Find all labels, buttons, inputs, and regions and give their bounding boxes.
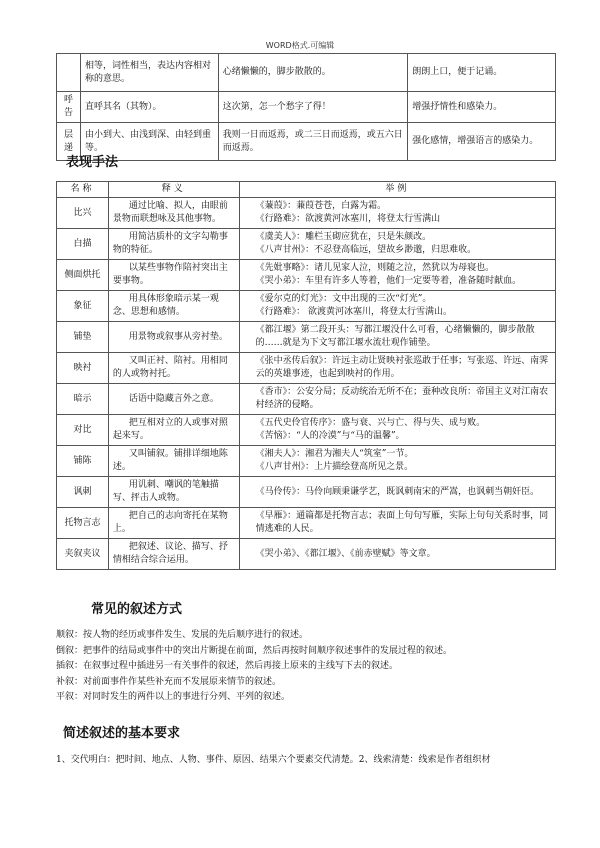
table-row [57, 384, 556, 415]
techniques-table-body [57, 198, 556, 570]
rhetoric-name [57, 54, 81, 92]
technique-meaning: 把叙述、议论、描写、抒情相结合综合运用。 [108, 539, 239, 570]
example-line: 《马伶传》：马伶向顾秉谦学艺，既讽刺南宋的严嵩，也讽刺当朝奸臣。 [255, 486, 540, 497]
table-row [57, 260, 556, 291]
technique-name: 对比 [57, 415, 109, 446]
technique-name: 夹叙夹议 [57, 539, 109, 570]
example-line: 《早雁》：通篇都是托物言志；表面上句句写雁，实际上句句关系时事，同情逃难的人民。 [255, 511, 549, 534]
technique-examples [239, 260, 555, 291]
rhetoric-effect: 强化感情，增强语言的感染力。 [408, 123, 556, 161]
rhetoric-effect: 朗朗上口，便于记诵。 [408, 54, 556, 92]
section-title-narration-requirements: 简述叙述的基本要求 [63, 726, 181, 741]
example-line: 《八声甘州》：上片描绘登高所见之景。 [255, 462, 414, 472]
example-line: 《都江堰》第二段开头：写都江堰没什么可看，心绪懒懒的，脚步散散的……就是为下文写都江堰水流壮观作铺垫。 [255, 325, 535, 348]
technique-name: 侧面烘托 [57, 260, 109, 291]
technique-meaning: 把自己的志向寄托在某物上。 [108, 508, 239, 539]
example-line: 《湘夫人》：湘君为湘夫人“筑室”一节。 [255, 449, 414, 459]
table-row [57, 229, 556, 260]
rhetoric-effect: 增强抒情性和感染力。 [408, 92, 556, 123]
table-row [57, 353, 556, 384]
header-meaning: 释义 [108, 182, 239, 198]
rhetoric-example: 心绪懒懒的，脚步散散的。 [218, 54, 408, 92]
table-row [57, 477, 556, 508]
technique-name: 铺垫 [57, 322, 109, 353]
narration-method-item: 补叙：对前面事件作某些补充而不发展原来情节的叙述。 [56, 676, 282, 687]
technique-examples [239, 353, 555, 384]
technique-examples [239, 198, 555, 229]
example-line: 《八声甘州》：不忍登高临远，望故乡渺邈，归思难收。 [255, 245, 477, 255]
example-line: 《张中丞传后叙》：许远主动让贤映衬张巡敢于任事；写张巡、许远、南霁云的英雄事迹，也起到映衬的作用。 [255, 356, 549, 379]
technique-examples [239, 229, 555, 260]
technique-examples [239, 477, 555, 508]
example-line: 《哭小弟》、《都江堰》、《前赤壁赋》等文章。 [255, 548, 436, 559]
table-row [57, 92, 556, 123]
technique-name: 讽刺 [57, 477, 109, 508]
example-line: 《哭小弟》：车里有许多人等着，他们一定要等着，准备随时献血。 [255, 276, 522, 286]
narration-method-item: 顺叙：按人物的经历或事件发生、发展的先后顺序进行的叙述。 [56, 630, 309, 640]
techniques-table-header [57, 182, 556, 198]
page-header: WORD格式.可编辑 [265, 41, 335, 50]
technique-examples [239, 415, 555, 446]
narration-method-item: 平叙：对同时发生的两件以上的事进行分列、平列的叙述。 [56, 692, 291, 702]
technique-examples [239, 322, 555, 353]
rhetoric-meaning: 由小到大、由浅到深、由轻到重等。 [80, 123, 218, 161]
technique-examples [239, 508, 555, 539]
table-row [57, 508, 556, 539]
technique-name: 铺陈 [57, 446, 109, 477]
example-line: 《行路难》： 欲渡黄河冰塞川，将登太行雪满山。 [255, 307, 453, 317]
narration-requirements-text: 1、交代明白：把时间、地点、人物、事件、原因、结果六个要素交代清楚。2、线索清楚：线索是作者组织材 [56, 755, 491, 765]
technique-meaning: 用具体形象暗示某一观念、思想和感情。 [108, 291, 239, 322]
rhetoric-meaning: 相等，词性相当，表达内容相对称的意思。 [80, 54, 218, 92]
technique-examples [239, 291, 555, 322]
technique-examples [239, 384, 555, 415]
narration-methods-list [56, 628, 566, 706]
header-name: 名称 [57, 182, 109, 198]
technique-examples [239, 539, 555, 570]
techniques-table [56, 181, 556, 570]
table-row [57, 415, 556, 446]
technique-meaning: 又叫正衬、陪衬。用相同的人或物衬托。 [108, 353, 239, 384]
table-row [57, 446, 556, 477]
rhetoric-meaning: 直呼其名（其物）。 [80, 92, 218, 123]
table-row [57, 539, 556, 570]
example-line: 《蒹葭》：蒹葭苍苍，白露为霜。 [255, 201, 387, 211]
rhetoric-example: 这次第，怎一个愁字了得！ [218, 92, 408, 123]
example-line: 《先妣事略》：诸儿见家人泣，则随之泣，然犹以为母寝也。 [255, 263, 495, 273]
section-title-narration-methods: 常见的叙述方式 [91, 602, 183, 617]
technique-name: 白描 [57, 229, 109, 260]
rhetoric-name: 层递 [57, 123, 81, 161]
rhetoric-table [56, 53, 556, 161]
technique-name: 托物言志 [57, 508, 109, 539]
technique-name: 比兴 [57, 198, 109, 229]
example-line: 《爱尔克的灯光》：文中出现的三次“灯光”。 [255, 294, 432, 304]
technique-meaning: 又叫铺叙。铺排详细地陈述。 [108, 446, 239, 477]
header-examples: 举例 [239, 182, 555, 198]
technique-meaning: 把互相对立的人或事对照起来写。 [108, 415, 239, 446]
technique-name: 映衬 [57, 353, 109, 384]
example-line: 《行路难》：欲渡黄河冰塞川，将登太行雪满山 [255, 214, 441, 224]
technique-meaning: 用景物或叙事从旁衬垫。 [108, 322, 239, 353]
technique-name: 象征 [57, 291, 109, 322]
table-row [57, 54, 556, 92]
technique-name: 暗示 [57, 384, 109, 415]
rhetoric-example: 我则一日而返焉，或二三日而返焉，或五六日而返焉。 [218, 123, 408, 161]
technique-meaning: 以某些事物作陪衬突出主要事物。 [108, 260, 239, 291]
section-title-expression-techniques: 表现手法 [66, 155, 119, 170]
rhetoric-table-body [57, 54, 556, 161]
table-row [57, 198, 556, 229]
technique-meaning: 通过比喻、拟人，由眼前景物而联想咏及其他事物。 [108, 198, 239, 229]
example-line: 《五代史伶官传序》：盛与衰、兴与亡、得与失、成与败。 [255, 418, 486, 428]
technique-meaning: 用简洁质朴的文字勾勒事物的特征。 [108, 229, 239, 260]
example-line: 《苦恼》：“人的冷漠”与“马的温馨”。 [255, 431, 405, 441]
narration-method-item: 插叙：在叙事过程中插进另一有关事件的叙述，然后再接上原来的主线写下去的叙述。 [56, 661, 399, 671]
rhetoric-name: 呼告 [57, 92, 81, 123]
technique-meaning: 用讥刺、嘲讽的笔触描写、抨击人或物。 [108, 477, 239, 508]
table-row [57, 291, 556, 322]
table-row [57, 123, 556, 161]
technique-examples [239, 446, 555, 477]
example-line: 《香市》：公安分局；反动统治无所不在；蚕种改良所：帝国主义对江南农村经济的侵略。 [255, 387, 549, 410]
example-line: 《虞美人》：雕栏玉砌应犹在，只是朱颜改。 [255, 232, 432, 242]
technique-meaning: 话语中隐藏言外之意。 [108, 384, 239, 415]
table-row [57, 322, 556, 353]
narration-method-item: 倒叙：把事件的结局或事件中的突出片断提在前面，然后再按时间顺序叙述事件的发展过程的叙述。 [56, 645, 453, 656]
